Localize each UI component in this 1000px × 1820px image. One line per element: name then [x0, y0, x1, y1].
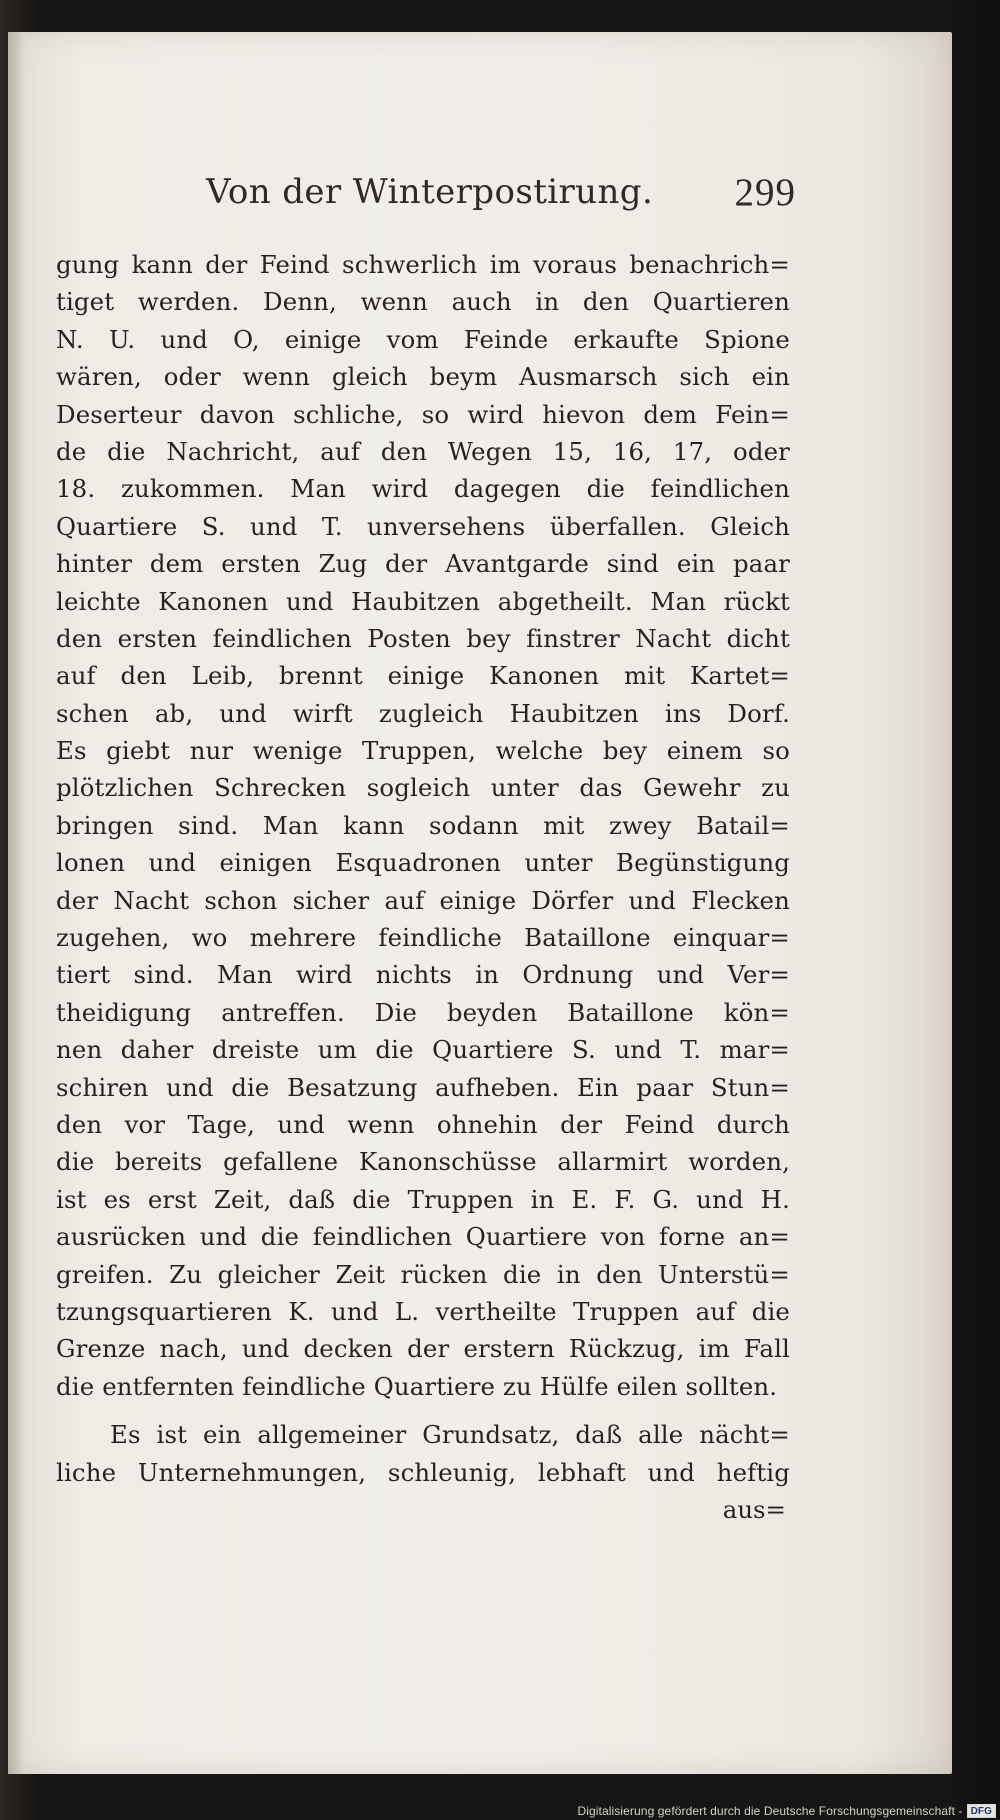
digitization-note: Digitalisierung gefördert durch die Deutsche Forschungsgemeinschaft - [577, 1803, 963, 1818]
text-line: zugehen, wo mehrere feindliche Bataillone einquar= [56, 923, 790, 953]
text-line: schen ab, und wirft zugleich Haubitzen ins Dorf. [56, 698, 790, 728]
text-line: Deserteur davon schliche, so wird hievon dem Fein= [56, 399, 790, 429]
text-line: den ersten feindlichen Posten bey finstrer Nacht dicht [56, 623, 790, 653]
text-line: liche Unternehmungen, schleunig, lebhaft und heftig [56, 1457, 790, 1487]
running-head [206, 170, 796, 220]
text-line: tzungsquartieren K. und L. vertheilte Truppen auf die [56, 1296, 790, 1326]
text-line: Quartiere S. und T. unversehens überfallen. Gleich [56, 511, 790, 541]
text-line: hinter dem ersten Zug der Avantgarde sind ein paar [56, 549, 790, 579]
text-line: nen daher dreiste um die Quartiere S. und T. mar= [56, 1035, 790, 1065]
text-line: Es ist ein allgemeiner Grundsatz, daß alle nächt= [110, 1420, 790, 1450]
text-line: bringen sind. Man kann sodann mit zwey Batail= [56, 810, 790, 840]
text-line: Es giebt nur wenige Truppen, welche bey einem so [56, 736, 790, 766]
text-line: lonen und einigen Esquadronen unter Begünstigung [56, 848, 790, 878]
page-number: 299 [734, 171, 796, 214]
text-line: tiget werden. Denn, wenn auch in den Quartieren [56, 287, 790, 317]
text-line: schiren und die Besatzung aufheben. Ein paar Stun= [56, 1072, 790, 1102]
text-line: auf den Leib, brennt einige Kanonen mit Kartet= [56, 661, 790, 691]
text-line: die entfernten feindliche Quartiere zu Hülfe eilen sollten. [56, 1371, 778, 1401]
running-title: Von der Winterpostirung. [206, 172, 654, 212]
text-line: den vor Tage, und wenn ohnehin der Feind durch [56, 1109, 790, 1139]
text-line: 18. zukommen. Man wird dagegen die feindlichen [56, 474, 790, 504]
text-line: wären, oder wenn gleich beym Ausmarsch sich ein [56, 362, 790, 392]
paragraph-1 [56, 246, 790, 1405]
catchword: aus= [722, 1494, 786, 1524]
paragraph-2 [56, 1416, 790, 1491]
text-line: ausrücken und die feindlichen Quartiere von forne an= [56, 1222, 790, 1252]
paragraph-spacer [56, 1405, 790, 1416]
text-line: die bereits gefallene Kanonschüsse allarmirt worden, [56, 1147, 790, 1177]
text-line: Grenze nach, und decken der erstern Rückzug, im Fall [56, 1334, 790, 1364]
text-line: N. U. und O, einige vom Feinde erkaufte Spione [56, 324, 790, 354]
text-line: tiert sind. Man wird nichts in Ordnung und Ver= [56, 960, 790, 990]
body-text [56, 246, 790, 1528]
text-line: plötzlichen Schrecken sogleich unter das Gewehr zu [56, 773, 790, 803]
text-line: leichte Kanonen und Haubitzen abgetheilt. Man rückt [56, 586, 790, 616]
text-line: gung kann der Feind schwerlich im voraus benachrich= [56, 250, 790, 279]
text-line: ist es erst Zeit, daß die Truppen in E. F. G. und H. [56, 1184, 790, 1214]
digitization-footer [577, 1802, 996, 1819]
text-line: de die Nachricht, auf den Wegen 15, 16, 17, oder [56, 436, 790, 466]
page-gutter-shadow [8, 32, 24, 1774]
text-line: theidigung antreffen. Die beyden Bataillone kön= [56, 997, 790, 1027]
text-line: greifen. Zu gleicher Zeit rücken die in den Unterstü= [56, 1259, 790, 1289]
dfg-logo-icon: DFG [967, 1804, 996, 1818]
text-line: der Nacht schon sicher auf einige Dörfer und Flecken [56, 885, 790, 915]
